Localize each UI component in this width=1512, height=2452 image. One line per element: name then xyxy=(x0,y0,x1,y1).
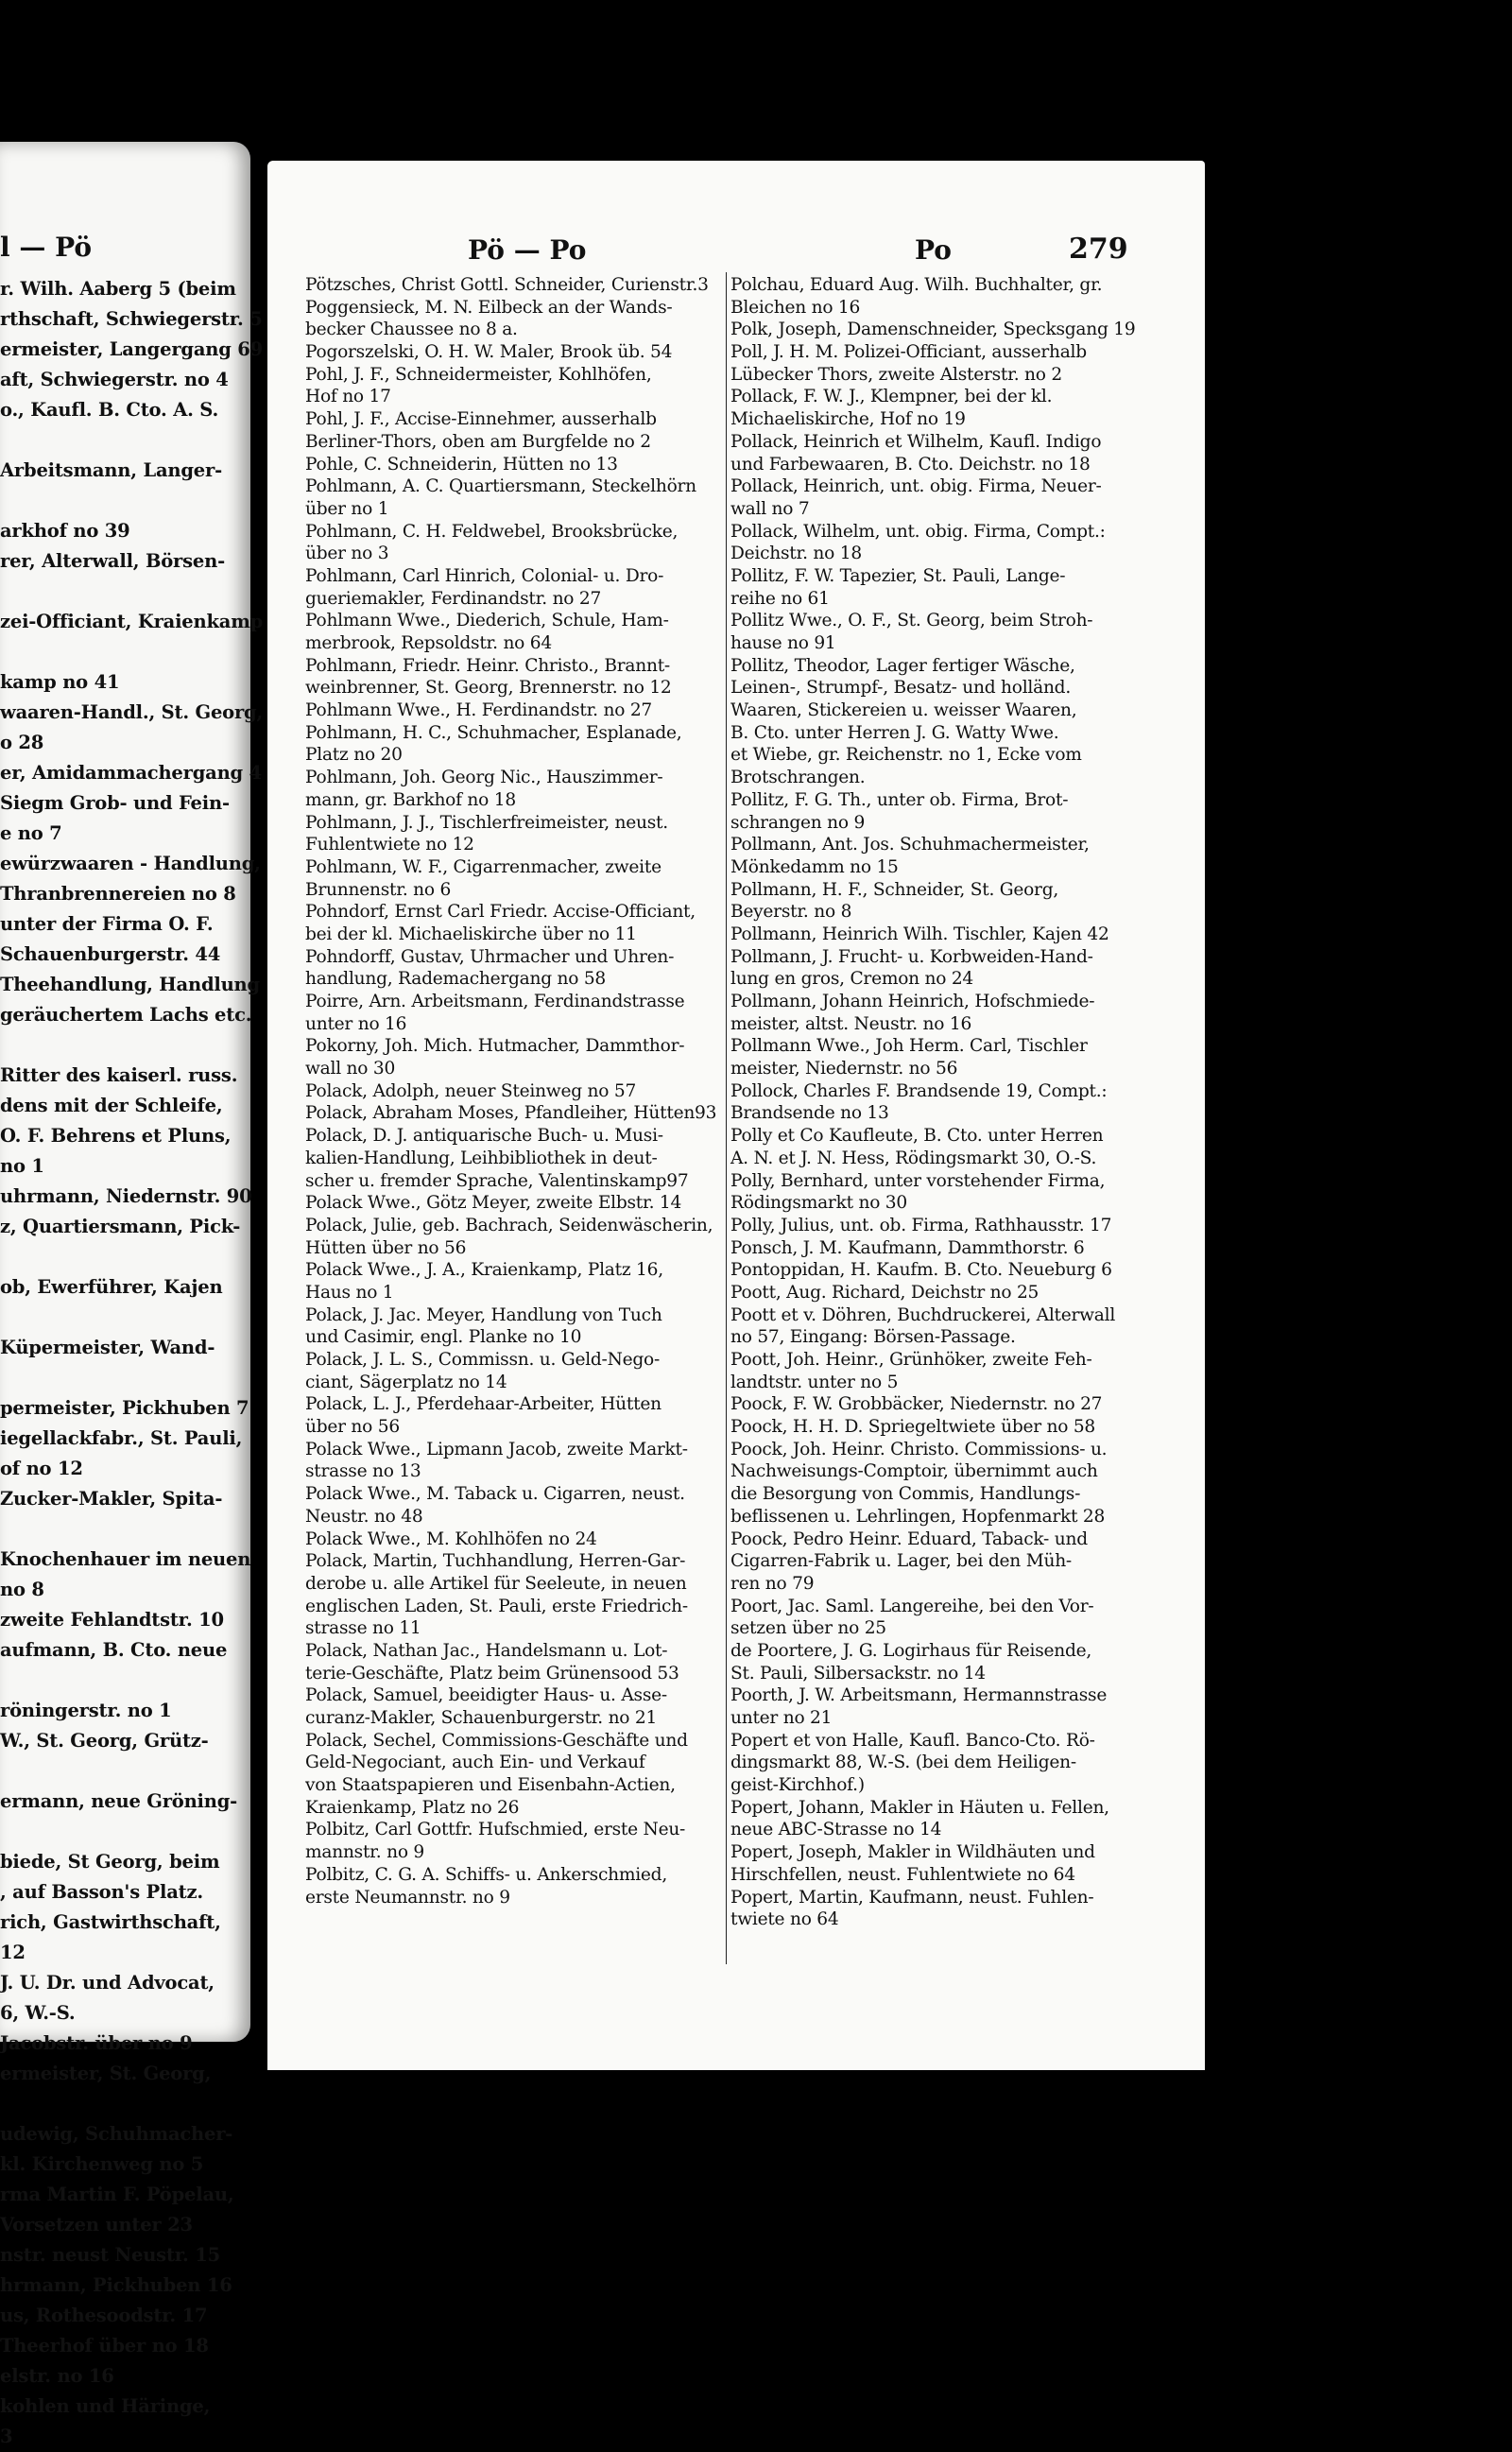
left-page-column xyxy=(0,274,264,2452)
directory-entry-line: Poott, Aug. Richard, Deichstr no 25 xyxy=(730,1282,1040,1303)
directory-entry-line: Pollitz, Theodor, Lager fertiger Wäsche, xyxy=(730,655,1075,676)
directory-entry-line: Pohlmann, J. J., Tischlerfreimeister, neust. xyxy=(305,812,668,833)
directory-entry-line: Beyerstr. no 8 xyxy=(730,902,852,923)
directory-entry-line: strasse no 13 xyxy=(305,1461,421,1482)
directory-entry-line: Polack, Martin, Tuchhandlung, Herren-Gar- xyxy=(305,1551,686,1572)
directory-entry-line: Polly, Bernhard, unter vorstehender Firma, xyxy=(730,1170,1106,1191)
left-page-line: ermann, neue Gröning- xyxy=(0,1790,238,1812)
directory-entry-line: Fuhlentwiete no 12 xyxy=(305,835,474,855)
directory-entry-line: Pollmann, H. F., Schneider, St. Georg, xyxy=(730,879,1059,900)
left-page-line: rer, Alterwall, Börsen- xyxy=(0,550,225,572)
directory-entry-line: über no 56 xyxy=(305,1417,400,1438)
left-page-line: Thranbrennereien no 8 xyxy=(0,883,236,905)
directory-entry-line: Poll, J. H. M. Polizei-Officiant, ausserhalb xyxy=(730,342,1087,363)
left-page-line: biede, St Georg, beim xyxy=(0,1851,220,1873)
directory-entry-line: meister, altst. Neustr. no 16 xyxy=(730,1013,972,1034)
directory-entry-line: Pollmann, J. Frucht- u. Korbweiden-Hand- xyxy=(730,946,1093,967)
directory-entry-line: Pohl, J. F., Accise-Einnehmer, ausserhalb xyxy=(305,409,657,430)
left-page-line: r. Wilh. Aaberg 5 (beim xyxy=(0,278,236,300)
left-page-line: udewig, Schuhmacher- xyxy=(0,2123,233,2145)
left-page-line: 3 xyxy=(0,2426,13,2447)
directory-entry-line: Kraienkamp, Platz no 26 xyxy=(305,1797,520,1818)
directory-entry-line: Pohlmann, C. H. Feldwebel, Brooksbrücke, xyxy=(305,521,679,542)
directory-entry-line: Platz no 20 xyxy=(305,745,403,766)
directory-entry-line: Polack Wwe., Lipmann Jacob, zweite Markt- xyxy=(305,1439,688,1459)
left-page-line: er, Amidammachergang 4 xyxy=(0,762,262,784)
directory-entry-line: Neustr. no 48 xyxy=(305,1506,423,1527)
directory-entry-line: Polk, Joseph, Damenschneider, Specksgang 19 xyxy=(730,319,1136,340)
directory-entry-line: Pohl, J. F., Schneidermeister, Kohlhöfen, xyxy=(305,364,652,385)
left-page-line xyxy=(0,1514,248,1545)
left-page-line xyxy=(0,486,248,516)
directory-entry-line: mann, gr. Barkhof no 18 xyxy=(305,789,516,810)
left-page-line: Siegm Grob- und Fein- xyxy=(0,792,230,814)
directory-entry-line: erste Neumannstr. no 9 xyxy=(305,1887,510,1908)
directory-entry-line: Pohlmann, Carl Hinrich, Colonial- u. Dro- xyxy=(305,565,664,586)
left-page-line: hrmann, Pickhuben 16 xyxy=(0,2274,232,2296)
left-page-line: us, Rothesoodstr. 17 xyxy=(0,2305,208,2326)
directory-entry-line: dingsmarkt 88, W.-S. (bei dem Heiligen- xyxy=(730,1753,1076,1773)
directory-entry-line: Poirre, Arn. Arbeitsmann, Ferdinandstrasse xyxy=(305,992,685,1011)
left-page-line: geräuchertem Lachs etc. xyxy=(0,1004,252,1026)
directory-entry-line: Pohle, C. Schneiderin, Hütten no 13 xyxy=(305,454,618,475)
directory-entry-line: Pohlmann, Friedr. Heinr. Christo., Brannt- xyxy=(305,655,670,676)
left-page-line: kohlen und Häringe, xyxy=(0,2395,211,2417)
left-page-line: J. U. Dr. und Advocat, xyxy=(0,1972,215,1994)
left-page-line: zei-Officiant, Kraienkamp xyxy=(0,611,264,632)
left-page-line: permeister, Pickhuben 7 xyxy=(0,1397,249,1419)
directory-entry-line: Pohlmann, H. C., Schuhmacher, Esplanade, xyxy=(305,722,682,743)
directory-entry-line: Polack Wwe., Götz Meyer, zweite Elbstr. 14 xyxy=(305,1193,682,1214)
directory-entry-line: Poock, Pedro Heinr. Eduard, Taback- und xyxy=(730,1528,1088,1549)
directory-entry-line: Popert et von Halle, Kaufl. Banco-Cto. Rö- xyxy=(730,1730,1095,1751)
directory-entry-line: Nachweisungs-Comptoir, übernimmt auch xyxy=(730,1461,1098,1482)
left-page-line: , auf Basson's Platz. xyxy=(0,1881,203,1903)
left-page-line: o 28 xyxy=(0,732,44,753)
left-page-line: uhrmann, Niedernstr. 90 xyxy=(0,1185,252,1207)
left-page-line xyxy=(0,1817,248,1847)
left-page-line: W., St. Georg, Grütz- xyxy=(0,1730,209,1752)
left-page-line: rthschaft, Schwiegerstr. 5 xyxy=(0,308,263,330)
directory-entry-line: becker Chaussee no 8 a. xyxy=(305,319,518,340)
directory-entry-line: twiete no 64 xyxy=(730,1909,839,1930)
directory-entry-line: Pollack, Heinrich et Wilhelm, Kaufl. Indigo xyxy=(730,431,1102,452)
directory-entry-line: curanz-Makler, Schauenburgerstr. no 21 xyxy=(305,1708,658,1728)
directory-entry-line: kalien-Handlung, Leihbibliothek in deut- xyxy=(305,1148,658,1168)
directory-entry-line: Pohndorff, Gustav, Uhrmacher und Uhren- xyxy=(305,946,675,967)
left-page-line xyxy=(0,2089,248,2119)
directory-entry-line: Pohndorf, Ernst Carl Friedr. Accise-Officiant, xyxy=(305,902,696,923)
left-page-line: Zucker-Makler, Spita- xyxy=(0,1488,223,1510)
left-page-line: ermeister, St. Georg, xyxy=(0,2063,212,2084)
directory-entry-line: Pollmann, Johann Heinrich, Hofschmiede- xyxy=(730,992,1095,1011)
left-page-line: Knochenhauer im neuen xyxy=(0,1548,251,1570)
left-page-line: aft, Schwiegerstr. no 4 xyxy=(0,369,229,390)
directory-entry-line: Polack Wwe., M. Taback u. Cigarren, neust. xyxy=(305,1484,685,1505)
directory-entry-line: mannstr. no 9 xyxy=(305,1842,425,1863)
column-divider xyxy=(726,272,727,1964)
directory-entry-line: Ponsch, J. M. Kaufmann, Dammthorstr. 6 xyxy=(730,1237,1085,1258)
directory-entry-line: Popert, Joseph, Makler in Wildhäuten und xyxy=(730,1842,1095,1863)
directory-entry-line: Poock, F. W. Grobbäcker, Niedernstr. no 27 xyxy=(730,1394,1103,1415)
left-page-line: Schauenburgerstr. 44 xyxy=(0,943,221,965)
directory-entry-line: die Besorgung von Commis, Handlungs- xyxy=(730,1484,1081,1505)
left-page-line: O. F. Behrens et Pluns, xyxy=(0,1125,232,1147)
left-page-line: kl. Kirchenweg no 5 xyxy=(0,2153,204,2175)
directory-entry-line: Polbitz, Carl Gottfr. Hufschmied, erste Neu- xyxy=(305,1820,686,1840)
directory-entry-line: lung en gros, Cremon no 24 xyxy=(730,969,974,990)
directory-entry-line: Popert, Martin, Kaufmann, neust. Fuhlen- xyxy=(730,1887,1094,1908)
directory-entry-line: Berliner-Thors, oben am Burgfelde no 2 xyxy=(305,431,651,452)
left-page-line: ermeister, Langergang 69 xyxy=(0,338,263,360)
directory-entry-line: Polbitz, C. G. A. Schiffs- u. Ankerschmied, xyxy=(305,1864,667,1885)
left-page-line xyxy=(0,1030,248,1061)
directory-entry-line: Polack, Adolph, neuer Steinweg no 57 xyxy=(305,1080,637,1101)
left-page-line: 6, W.-S. xyxy=(0,2002,76,2024)
directory-entry-line: Mönkedamm no 15 xyxy=(730,856,899,877)
directory-entry-line: bei der kl. Michaeliskirche über no 11 xyxy=(305,924,637,944)
left-page-line: iegellackfabr., St. Pauli, xyxy=(0,1427,243,1449)
directory-entry-line: A. N. et J. N. Hess, Rödingsmarkt 30, O.-S. xyxy=(730,1148,1097,1168)
directory-entry-line: Polack, Samuel, beeidigter Haus- u. Asse- xyxy=(305,1685,667,1706)
directory-entry-line: Poorth, J. W. Arbeitsmann, Hermannstrasse xyxy=(730,1685,1108,1706)
directory-entry-line: et Wiebe, gr. Reichenstr. no 1, Ecke vom xyxy=(730,745,1082,766)
directory-entry-line: Michaeliskirche, Hof no 19 xyxy=(730,409,966,430)
directory-entry-line: Pötzsches, Christ Gottl. Schneider, Curienstr.3 xyxy=(305,275,709,295)
directory-entry-line: meister, Niedernstr. no 56 xyxy=(730,1059,958,1079)
left-page-line: Theerhof über no 18 xyxy=(0,2335,209,2357)
left-page-line: no 8 xyxy=(0,1579,44,1600)
directory-entry-line: wall no 30 xyxy=(305,1059,396,1079)
directory-entry-line: Hirschfellen, neust. Fuhlentwiete no 64 xyxy=(730,1864,1075,1885)
left-page-line: Theehandlung, Handlung xyxy=(0,974,260,995)
directory-entry-line: Pohlmann, Joh. Georg Nic., Hauszimmer- xyxy=(305,768,663,788)
directory-entry-line: B. Cto. unter Herren J. G. Watty Wwe. xyxy=(730,722,1059,743)
left-page-line: rich, Gastwirthschaft, xyxy=(0,1911,221,1933)
directory-entry-line: Polack, Nathan Jac., Handelsmann u. Lot- xyxy=(305,1640,668,1661)
directory-entry-line: Brotschrangen. xyxy=(730,768,866,788)
directory-entry-line: Pollack, Wilhelm, unt. obig. Firma, Compt.: xyxy=(730,521,1106,542)
directory-entry-line: Brandsende no 13 xyxy=(730,1103,889,1124)
running-header-right: Po xyxy=(915,234,952,266)
directory-entry-line: Geld-Negociant, auch Ein- und Verkauf xyxy=(305,1753,645,1773)
directory-entry-line: Lübecker Thors, zweite Alsterstr. no 2 xyxy=(730,364,1062,385)
directory-entry-line: Poock, H. H. D. Spriegeltwiete über no 58 xyxy=(730,1417,1096,1438)
directory-entry-line: de Poortere, J. G. Logirhaus für Reisende, xyxy=(730,1640,1092,1661)
directory-entry-line: scher u. fremder Sprache, Valentinskamp97 xyxy=(305,1170,689,1191)
directory-entry-line: Poock, Joh. Heinr. Christo. Commissions- u. xyxy=(730,1439,1108,1459)
directory-entry-line: Waaren, Stickereien u. weisser Waaren, xyxy=(730,700,1077,721)
left-page-line: no 1 xyxy=(0,1155,44,1177)
directory-entry-line: setzen über no 25 xyxy=(730,1618,886,1639)
left-page-line: nstr. neust Neustr. 15 xyxy=(0,2244,220,2266)
directory-entry-line: Pohlmann Wwe., Diederich, Schule, Ham- xyxy=(305,611,669,631)
left-page-line xyxy=(0,1666,248,1696)
directory-entry-line: Rödingsmarkt no 30 xyxy=(730,1193,907,1214)
left-page-line: rma Martin F. Pöpelau, xyxy=(0,2184,234,2205)
directory-entry-line: no 57, Eingang: Börsen-Passage. xyxy=(730,1327,1016,1348)
directory-entry-line: landtstr. unter no 5 xyxy=(730,1372,899,1392)
directory-entry-line: Pokorny, Joh. Mich. Hutmacher, Dammthor- xyxy=(305,1036,685,1057)
directory-entry-line: Pohlmann Wwe., H. Ferdinandstr. no 27 xyxy=(305,700,652,721)
directory-column-right xyxy=(730,274,1151,1931)
left-page-header: l — Pö xyxy=(0,232,93,263)
directory-entry-line: und Casimir, engl. Planke no 10 xyxy=(305,1327,582,1348)
left-page-line xyxy=(0,1363,248,1393)
directory-entry-line: Pollmann, Heinrich Wilh. Tischler, Kajen 42 xyxy=(730,924,1109,944)
directory-entry-line: Polack Wwe., M. Kohlhöfen no 24 xyxy=(305,1528,597,1549)
directory-entry-line: unter no 21 xyxy=(730,1708,833,1728)
directory-entry-line: Pollack, Heinrich, unt. obig. Firma, Neuer- xyxy=(730,476,1102,497)
left-page-line: dens mit der Schleife, xyxy=(0,1095,223,1116)
directory-entry-line: beflissenen u. Lehrlingen, Hopfenmarkt 28 xyxy=(730,1506,1106,1527)
directory-entry-line: Poort, Jac. Saml. Langereihe, bei den Vor- xyxy=(730,1596,1094,1616)
left-page-line: of no 12 xyxy=(0,1458,83,1479)
left-page-line: kamp no 41 xyxy=(0,671,120,693)
directory-entry-line: wall no 7 xyxy=(730,498,810,519)
directory-entry-line: englischen Laden, St. Pauli, erste Friedrich- xyxy=(305,1596,688,1616)
left-page-line: Arbeitsmann, Langer- xyxy=(0,459,222,481)
directory-entry-line: strasse no 11 xyxy=(305,1618,421,1639)
directory-entry-line: Pollack, F. W. J., Klempner, bei der kl. xyxy=(730,387,1053,407)
left-page-line: Vorsetzen unter 23 xyxy=(0,2214,193,2236)
left-page-line xyxy=(0,425,248,456)
directory-entry-line: unter no 16 xyxy=(305,1013,407,1034)
directory-entry-line: merbrook, Repsoldstr. no 64 xyxy=(305,633,552,653)
directory-entry-line: Pollmann, Ant. Jos. Schuhmachermeister, xyxy=(730,835,1090,855)
directory-entry-line: Poott et v. Döhren, Buchdruckerei, Alterwall xyxy=(730,1304,1116,1325)
left-page-line xyxy=(0,1242,248,1272)
directory-entry-line: Pollmann Wwe., Joh Herm. Carl, Tischler xyxy=(730,1036,1088,1057)
left-page-line: Ritter des kaiserl. russ. xyxy=(0,1064,238,1086)
directory-entry-line: Polack, Sechel, Commissions-Geschäfte und xyxy=(305,1730,688,1751)
directory-entry-line: Polchau, Eduard Aug. Wilh. Buchhalter, gr. xyxy=(730,275,1103,295)
directory-entry-line: Deichstr. no 18 xyxy=(730,544,862,564)
directory-entry-line: Pontoppidan, H. Kaufm. B. Cto. Neueburg 6 xyxy=(730,1260,1112,1281)
directory-entry-line: gueriemakler, Ferdinandstr. no 27 xyxy=(305,588,602,609)
left-page-line: röningerstr. no 1 xyxy=(0,1700,172,1721)
directory-entry-line: ren no 79 xyxy=(730,1573,815,1594)
left-page-line: z, Quartiersmann, Pick- xyxy=(0,1216,241,1237)
left-page-line: e no 7 xyxy=(0,822,62,844)
left-page-line: 12 xyxy=(0,1942,26,1963)
left-page-line: Küpermeister, Wand- xyxy=(0,1337,215,1358)
directory-entry-line: Leinen-, Strumpf-, Besatz- und holländ. xyxy=(730,678,1071,699)
directory-entry-line: Pohlmann, W. F., Cigarrenmacher, zweite xyxy=(305,856,662,877)
directory-entry-line: derobe u. alle Artikel für Seeleute, in neuen xyxy=(305,1573,687,1594)
directory-column-left xyxy=(305,274,721,1908)
directory-entry-line: neue ABC-Strasse no 14 xyxy=(730,1820,942,1840)
directory-entry-line: hause no 91 xyxy=(730,633,836,653)
directory-entry-line: terie-Geschäfte, Platz beim Grünensood 53 xyxy=(305,1663,679,1684)
left-page-line xyxy=(0,1756,248,1787)
directory-entry-line: reihe no 61 xyxy=(730,588,830,609)
directory-entry-line: und Farbewaaren, B. Cto. Deichstr. no 18 xyxy=(730,454,1091,475)
left-page-line: unter der Firma O. F. xyxy=(0,913,214,935)
directory-entry-line: Polack Wwe., J. A., Kraienkamp, Platz 16, xyxy=(305,1260,663,1281)
right-page xyxy=(267,161,1205,2070)
left-page-line: ob, Ewerführer, Kajen xyxy=(0,1276,223,1298)
left-page-line: aufmann, B. Cto. neue xyxy=(0,1639,228,1661)
directory-entry-line: Polack, Abraham Moses, Pfandleiher, Hütten93 xyxy=(305,1103,717,1124)
directory-entry-line: Brunnenstr. no 6 xyxy=(305,879,452,900)
directory-entry-line: Pollitz Wwe., O. F., St. Georg, beim Stroh- xyxy=(730,611,1093,631)
directory-entry-line: Polack, D. J. antiquarische Buch- u. Musi- xyxy=(305,1126,663,1147)
directory-entry-line: Bleichen no 16 xyxy=(730,297,861,318)
left-page-line: elstr. no 16 xyxy=(0,2365,114,2387)
directory-entry-line: Cigarren-Fabrik u. Lager, bei den Müh- xyxy=(730,1551,1072,1572)
directory-entry-line: schrangen no 9 xyxy=(730,812,866,833)
directory-entry-line: Pollitz, F. W. Tapezier, St. Pauli, Lange- xyxy=(730,565,1066,586)
left-page-line xyxy=(0,637,248,667)
directory-entry-line: Hütten über no 56 xyxy=(305,1237,467,1258)
directory-entry-line: Pohlmann, A. C. Quartiersmann, Steckelhörn xyxy=(305,476,696,497)
directory-entry-line: Haus no 1 xyxy=(305,1282,394,1303)
running-header-left: Pö — Po xyxy=(468,234,587,266)
left-page-line xyxy=(0,1303,248,1333)
directory-entry-line: Polack, J. Jac. Meyer, Handlung von Tuch xyxy=(305,1304,662,1325)
page-number: 279 xyxy=(1069,233,1128,266)
directory-entry-line: Polack, J. L. S., Commissn. u. Geld-Nego- xyxy=(305,1350,660,1370)
directory-entry-line: Polly et Co Kaufleute, B. Cto. unter Herren xyxy=(730,1126,1104,1147)
left-page-line: Jacobstr. über no 9 xyxy=(0,2032,193,2054)
left-page-line: waaren-Handl., St. Georg, xyxy=(0,701,264,723)
directory-entry-line: St. Pauli, Silbersackstr. no 14 xyxy=(730,1663,986,1684)
directory-entry-line: Polack, Julie, geb. Bachrach, Seidenwäscherin, xyxy=(305,1215,713,1235)
left-page-line: arkhof no 39 xyxy=(0,520,130,542)
directory-entry-line: ciant, Sägerplatz no 14 xyxy=(305,1372,507,1392)
directory-entry-line: Pollitz, F. G. Th., unter ob. Firma, Brot- xyxy=(730,789,1069,810)
left-page-line: zweite Fehlandtstr. 10 xyxy=(0,1609,224,1631)
directory-entry-line: über no 1 xyxy=(305,498,389,519)
directory-entry-line: Popert, Johann, Makler in Häuten u. Fellen, xyxy=(730,1797,1109,1818)
directory-entry-line: geist-Kirchhof.) xyxy=(730,1775,865,1796)
directory-entry-line: Pollock, Charles F. Brandsende 19, Compt.: xyxy=(730,1080,1108,1101)
directory-entry-line: Polly, Julius, unt. ob. Firma, Rathhausstr. 17 xyxy=(730,1215,1112,1235)
directory-entry-line: Polack, L. J., Pferdehaar-Arbeiter, Hütten xyxy=(305,1394,662,1415)
directory-entry-line: Poott, Joh. Heinr., Grünhöker, zweite Feh- xyxy=(730,1350,1092,1370)
left-page-line xyxy=(0,577,248,607)
left-page-line: o., Kaufl. B. Cto. A. S. xyxy=(0,399,219,421)
left-page-line: ewürzwaaren - Handlung, xyxy=(0,853,261,874)
directory-entry-line: weinbrenner, St. Georg, Brennerstr. no 12 xyxy=(305,678,672,699)
directory-entry-line: über no 3 xyxy=(305,544,389,564)
directory-entry-line: Hof no 17 xyxy=(305,387,391,407)
directory-entry-line: Poggensieck, M. N. Eilbeck an der Wands- xyxy=(305,297,673,318)
directory-entry-line: von Staatspapieren und Eisenbahn-Actien, xyxy=(305,1775,676,1796)
directory-entry-line: handlung, Rademachergang no 58 xyxy=(305,969,606,990)
left-page xyxy=(0,142,264,2447)
directory-entry-line: Pogorszelski, O. H. W. Maler, Brook üb. 54 xyxy=(305,342,673,363)
